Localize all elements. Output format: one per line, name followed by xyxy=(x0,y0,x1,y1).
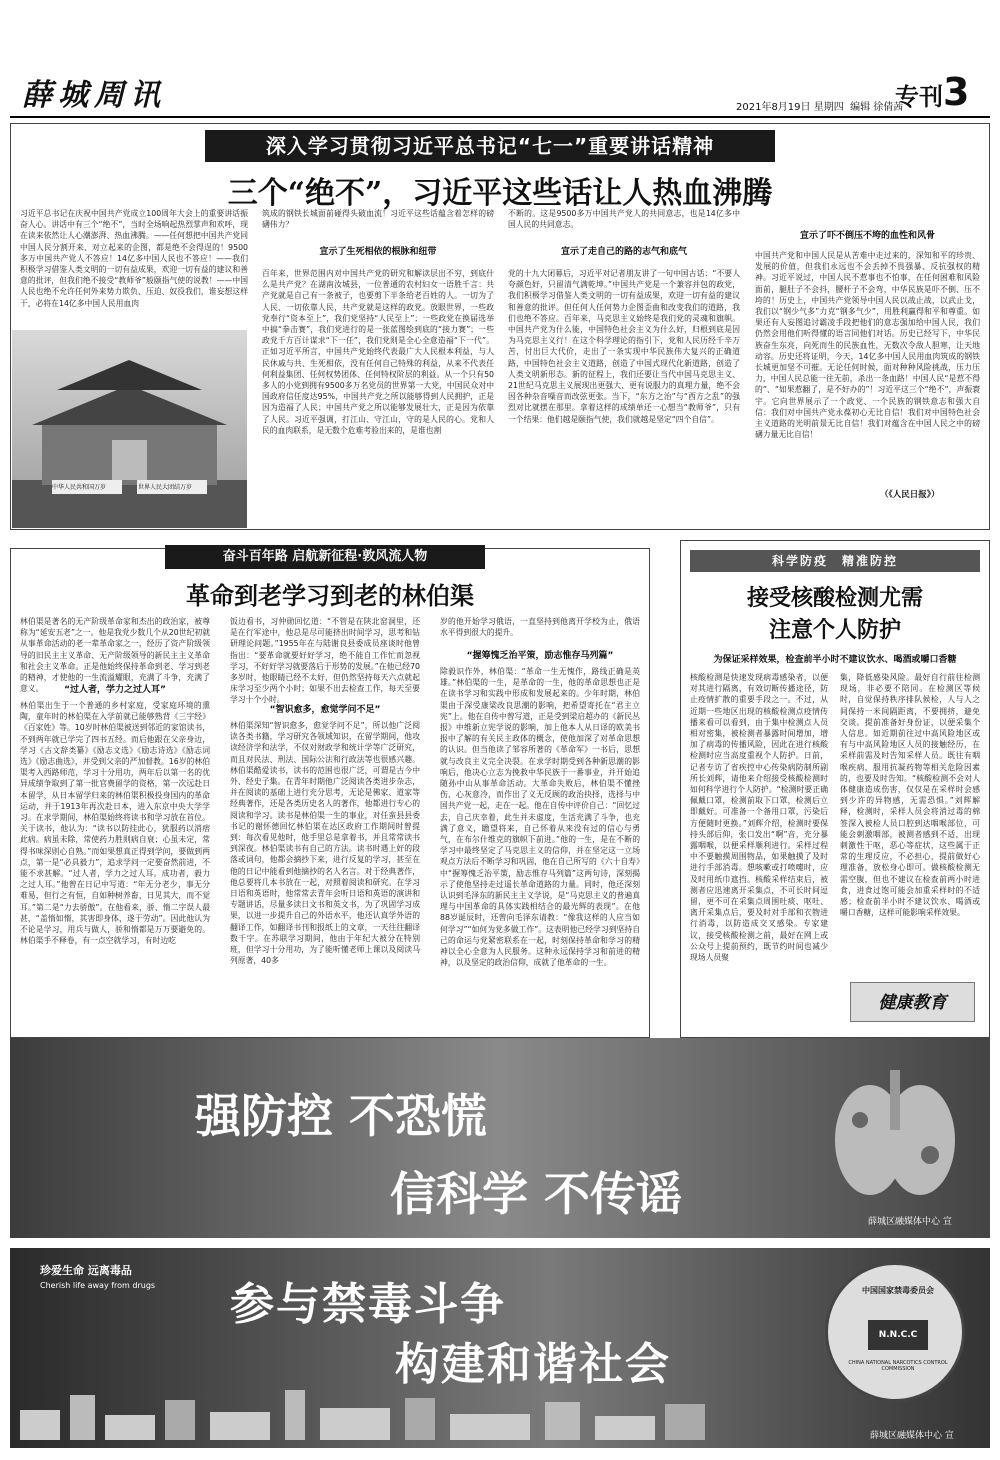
feature-col3-intro: 不断的。这是9500多万中国共产党人的共同意志，也是14亿多中国人民的共同意志。 xyxy=(508,209,740,230)
lin-col1-body: 林伯渠出生于一个普通的乡村家庭，受家庭环境的熏陶，童年时的林伯渠在入学前就已能够熟背《三字经》《百家姓》等。10岁时林伯渠被送到邻近的家馆读书，不到两年就已学完了四书五经。而后他跟在父亲身边，学习《古文辞类纂》《励志文选》《励志诗选》《励志词选》《励志曲选》，并受到父亲的严加督教。16岁的林伯渠考入西路师范，学习十分用功，两年后以第一名的优异成绩争取到了第一批官费留学的资格，第一次远赴日本留学，从日本留学归来的林伯渠积极投身国内的革命运动，并于1913年再次赴日本，进入东京中央大学学习。在求学期间，林伯渠始终将读书和学习放在首位。关于读书，他认为：“读书以防挂此心，犹服药以消痞此病。病虽未除，常使药力胜则病自衰；心虽未定，常得书味深则心自熟。”而如果想真正得到学问，要做到两点，第一是“必具毅力”，追求学问一定要奋然前进，不能不求甚解。“过人者，学力之过人耳。成功者，毅力之过人耳。”他曾在日记中写道：“年无分老少，事无分难易，但行之有恒，自如种树养畜，日见其大，而不觉耳。”第二是“力去骄傲”。在他看来，骄、惰二字误人最甚，“盖惰如惰，其害即身体，遂于劳动”。因此他认为不论是学习，用兵与做人，骄和惰都是万万要避免的。林伯渠手不释卷，有一点空就学习，有时边吃 xyxy=(20,701,210,946)
editor: 编辑 徐倩茜 xyxy=(850,102,904,113)
tiananmen-icon xyxy=(12,330,247,528)
covid-headline xyxy=(690,582,980,646)
feature-col4-sub-wrap xyxy=(755,222,980,245)
covid-col2: 集，降低感染风险。最好自行前往检测现场，非必要不陪同。在检测区等候时，自觉保持秩序排队候检，人与人之间保持一米间隔距离，不要拥挤，避免交谈。提前准备好身份证，以便采集个人信息。如近期前往过中高风险地区或有与中高风险地区人员的接触经历，在采样前需及时告知采样人员。既往有咽喉疾病，服用抗凝药物等相关危险因素的，也要及时告知。“核酸检测不会对人体健康造成伤害，仅仅是在采样时会感到少许的异物感，无需恐惧。”刘辉解释，检测时，采样人员会将消过毒的棉签深入被检人员口腔到达咽喉部位，可能会刺激咽部，被测者感到不适，出现刺激性干呕，恶心等症状，这些属于正常的生理反应，不必担心，提前做好心理准备，放松身心即可。做核酸检测无需空腹，但也不建议在检查前两小时进食，进食过饱可能会加重采样时的不适感；检查前半小时不建议饮水、喝酒或嚼口香糖，这样可能影响采样效果。 xyxy=(840,673,980,918)
covid-deck: 为保证采样效果，检查前半小时不建议饮水、喝酒或嚼口香糖 xyxy=(713,655,957,665)
illus-caption-right: 世界人民大团结万岁 xyxy=(138,484,193,491)
antidrug-line1: 参与禁毒斗争 xyxy=(230,1279,506,1330)
feature-col4-subhead: 宣示了吓不倒压不垮的血性和风骨 xyxy=(799,231,935,241)
lungs-icon xyxy=(820,1060,970,1210)
lin-col3-intro: 岁的他开始学习俄语，一直坚持到他离开学校为止，俄语水平得到很大的提升。 xyxy=(440,617,640,638)
masthead-title: 薛城周讯 xyxy=(22,78,166,113)
lin-col3-body: 除毅识作外，林伯渠：“革命一生无愧作，路线正确是英雄。”林伯渠的一生，是革命的一生，他的革命思想也正是在读书学习和实践中形成和发展起来的。少年时期，林伯渠由于深受康梁改良思潮的影响，把希望寄托在“君主立宪”上。他在自传中曾写道，正是受到梁启超办的《新民丛报》中维新立宪学说的影响，加上他本人从日译的欧美书报中了解的有关民主政体的概念，使他加深了对革命思想的认识。但当他读了邹容所著的《革命军》一书后，思想就与改良主义完全决裂。在求学时期受到各种新思潮的影响后，他决心立志为挽救中华民族于一番事业，并开始追随孙中山从事革命活动。大革命失败后，林伯渠不懂挫伤、心灰意冷，而作出了义无反顾的政治抉择，选择与中国共产党一起，走在一起。他在自传中评价自己：“回忆过去，自己庆幸着，此生并未虚度，生活充满了斗争，也充满了意义，瞻望将来，自己怀着从来没有过的信心与勇气，在布尔什维克的旗帜下前进。”他的一生，是在不断的学习中最终坚定了马克思主义的信仰，并在坚定这一立场观点方法后不断学习和巩固，他在自己所写的《六十自寿》中“握筹愧乏治平策，励志惟存马列篇”这两句诗，深刻揭示了使他坚持走过遥长革命道路的力量。同时，他还深刻认识到毛泽东的新民主主义学说，是“马克思主义的普遍真理与中国革命的具体实践相结合的最光辉的表现”。在他88岁诞辰时，还曾向毛泽东请教：“像我这样的人应当如何学习”“如何为党多做工作”。这表明他已经学习到坚持自己的命运与党紧密联系在一起，时刻保持革命和学习的精神以全心全意为人民服务。这种永远保持学习和前进的精神，以及坚定的政治信仰，成就了他革命的一生。 xyxy=(440,667,640,968)
section-name: 专刊 xyxy=(895,83,943,111)
antidrug-line2: 构建和谐社会 xyxy=(395,1339,671,1390)
feature-col3-sub-wrap xyxy=(508,238,740,261)
feature-col3-body: 党的十九大闭幕后，习近平对记者朋友讲了一句中国古话：“不要人夸颜色好，只留清气满乾坤。”中国共产党是一个兼容并包的政党，我们积极学习借鉴人类文明的一切有益成果，欢迎一切有益的建议和善意的批评。但任何人任何势力企图歪曲和改变我们的道路，我们也绝不答应。百年来，马克思主义始终是我们党的灵魂和旗帜。中国共产党为什么能，中国特色社会主义为什么好，归根到底是因为马克思主义行！在这个科学理论的指引下，党和人民历经千辛万苦，付出巨大代价，走出了一条实现中华民族伟大复兴的正确道路，中国特色社会主义道路，创造了中国式现代化新道路，创造了人类文明新形态。新的征程上，我们还要让当代中国马克思主义、21世纪马克思主义展现出更强大、更有说服力的真理力量，绝不会因各种杂音噪音而改弦更张。当下，“东方之治”与“西方之乱”的强烈对比就摆在那里。拿着这样的成绩单还一心想当“教师爷”，只有一个结果：他们越是颐指气使，我们就越是坚定“四个自信”。 xyxy=(508,269,740,424)
feature-col2-subhead: 宣示了生死相依的根脉和纽带 xyxy=(319,247,437,257)
lin-col2-sub-wrap xyxy=(230,696,420,719)
skyline-icon xyxy=(20,1390,720,1440)
feature-col4-body: 中国共产党和中国人民是从苦难中走过来的，深知和平的珍贵、发展的价值，但我们永远也不会丢掉不畏强暴、反抗强权的精神。习近平说过，中国人民不惹事也不怕事，在任何困难和风险面前，腿肚子不会抖，腰杆子不会弯，中华民族是吓不倒、压不垮的！历史上，中国共产党领导中国人民以战止战，以武止戈，我们以“钢少气多”力克“钢多气少”，用胜利赢得和平和尊重。如果还有人妄图追讨霸凌手段把他们的意志强加给中国人民，我们仍然会用他们听得懂的语言同他们对话。历史已经写下，中华民族奋生东亮，向死而生的民族血性，无数次令敌人胆寒，让天地动容。历史还将证明，今天，14亿多中国人民用血肉筑成的钢铁长城更加坚不可摧。无论任何时候，面对种种风险挑战，压力压力，中国人民总能一往无前，杀出一条血路！中国人民“是惹不得的”、“如果惹翻了，是不好办的”！习近平这三个“绝不”，声振寰宇。它向世界展示了一个政党、一个民族的钢铁意志和强大自信：我们对中国共产党永葆初心无比自信！我们对中国特色社会主义道路的光明前景无比自信！我们对蕴含在中国人民之中的磅礴力量无比自信！ xyxy=(755,251,980,440)
lin-col3-subhead: “握筹愧乏治平策，励志惟存马列篇” xyxy=(466,651,614,661)
feature-source: （《人民日报》） xyxy=(880,490,940,500)
issue-date: 2021年8月19日 星期四 xyxy=(736,102,844,113)
illus-caption-left: 中华人民共和国万岁 xyxy=(52,484,107,491)
nncc-seal-en: CHINA NATIONAL NARCOTICS CONTROL COMMISSION xyxy=(848,1360,948,1372)
lin-col1-sub-wrap xyxy=(20,676,210,699)
lin-col2-body: 林伯渠深知“智识愈多，愈觉学问不足”，所以他广泛阅读各类书籍，学习研究各领域知识，在留学期间，他攻读经济学和法学，不仅对财政学和统计学等广泛研究，而且对民法、刑法、国际公法和行政法等也很感兴趣。林伯渠酷爱读书，读书的范围也很广泛，可谓是古今中外、经史子集。在青年时期他广泛阅读各类进步杂志，并在阅读的基础上进行充分思考，无论是佛家、道家等经典著作，还是各类历史名人的著作，他都进行专心的阅读和学习。读书是林伯渠一生的事业，对任蛮县县委书记的谢怀德回忆林伯渠在达区政府工作期间时曾提到：每次看见他时，他手里总是拿着书，并且常常读书到深夜。林伯渠读书有自己的方法。读书时遇上好的段落或词句，他都会摘抄下来，进行反复的学习，甚至在他的日记中能看到他摘抄的名人名言。对于经典著作，他总要将几本书放在一起，对照着阅读和研究。在学习日语和英语时，他常常去青年会听日语和英语的演讲和专题讲话，尽量多读日文书和英文书，为了巩固学习成果，以进一步提升自己的外语水平，他还认真学外语的翻译工作，如翻译书刊和报纸上的文章，一天往往翻译数千字。在苏联学习期间，他由于年纪大被分在特别班，但学习十分用功，为了能听懂老师上课以及阅读马列原著，40多 xyxy=(230,721,420,966)
nncc-seal xyxy=(825,1262,965,1402)
tiananmen-illustration xyxy=(12,330,247,528)
nncc-seal-text: 中国国家禁毒委员会 xyxy=(862,1286,934,1295)
masthead-rule xyxy=(10,116,990,118)
lin-col3-sub-wrap xyxy=(440,642,640,665)
lin-col2-intro: 饭边看书，习仲勋回忆道：“不管是在陕北窑洞里，还是在行军途中，他总是尽可能挤出时间学习，思考和钻研理论问题。”1955年在与陆谢良县委成员座谈时他曾指出：“要革命就要好好学习，绝不能自工作忙而忽视学习，不好好学习就要落后于形势的发展。”在他已经70多岁时，他眼睛已经不太好，但仍然坚持每天六点就起床学习至少两个小时；如果不出去检查工作，每天至要学习十个小时。 xyxy=(230,617,420,705)
covid-col1: 核酸检测是快速发现病毒感染者，以便对其进行隔离，有效切断传播途径，防止疫情扩散的重要手段之一。不过，从近期一些地区出现的核酸检测点疫情传播来看可以看到，由于集中检测点人员相对密集，被检测者暴露时间增加，增加了病毒的传播风险，因此在进行核酸检测时应当高度重视个人防护。日前，记者专访了省疾控中心传染病防制所副所长刘辉，请他来介绍接受核酸检测时如何科学进行个人防护。“检测时要正确佩戴口罩，检测前取下口罩，检测后立即戴好。可准备一个备用口罩，污染后方便随时更换。”刘辉介绍，检测时要保持头部后仰，张口发出“啊”音，充分暴露咽喉，以便采样顺利进行。采样过程中不要触摸周围物品，如果触摸了及时进行手部消毒。想咳嗽或打喷嚏时，应及时用纸巾遮挡。核酸采样结束后，被测者应迅速离开采集点，不可长时间逗留，更不可在采集点周围吐痰、呕吐、离开采集点后，要及时对手部和衣物进行消毒，以防造成交叉感染。专家建议，接受核酸检测之前，最好在网上或公众号上提前预约，既节约时间也减少现场人员聚 xyxy=(690,673,828,963)
prevention-ad-line1: 强防控 不恐慌 xyxy=(195,1089,488,1143)
section-number: 3 xyxy=(943,70,970,114)
lin-banner: 奋斗百年路 启航新征程·敦风流人物 xyxy=(165,545,485,569)
feature-headline: 三个“绝不”，习近平这些话让人热血沸腾 xyxy=(227,176,773,211)
prevention-ad-line2: 信科学 不传谣 xyxy=(390,1167,683,1221)
feature-col1: 习近平总书记在庆祝中国共产党成立100周年大会上的重要讲话振奋人心。讲话中有三个“绝不”，当时全场响起热烈掌声和欢呼，现在读来依然让人心潮澎湃、热血沸腾。——任何想把中国共产党同中国人民分割开来、对立起来的企图，都是绝不会得逞的！9500多万中国共产党人不答应！14亿多中国人民也不答应！——我们积极学习借鉴人类文明的一切有益成果，欢迎一切有益的建议和善意的批评，但我们绝不接受“教师爷”般颐指气使的说教！——中国人民也绝不允许任何外来势力欺负、压迫、奴役我们，谁妄想这样干，必将在14亿多中国人民用血肉 xyxy=(20,209,248,308)
city-skyline xyxy=(20,1390,720,1440)
prevention-ad-credit: 薛城区融媒体中心 宣 xyxy=(868,1217,952,1227)
feature-banner: 深入学习贯彻习近平总书记“七一”重要讲话精神 xyxy=(205,130,775,162)
antidrug-slogan-en: Cherish life away from drugs xyxy=(40,1281,156,1290)
antidrug-credit: 薛城区融媒体中心 宣 xyxy=(870,1431,954,1441)
antidrug-slogan-cn: 珍爱生命 远离毒品 xyxy=(40,1264,132,1277)
nncc-seal-abbr: N.N.C.C xyxy=(868,1320,928,1350)
feature-col2-intro: 筑成的钢铁长城面前碰得头破血流！习近平这些话蕴含着怎样的磅礴伟力？ xyxy=(262,209,494,230)
antidrug-slogan xyxy=(40,1262,155,1291)
lungs-illustration xyxy=(820,1060,970,1210)
feature-col2-body: 百年来，世界范围内对中国共产党的研究和解读层出不穷，到底什么是共产党？在湖南汝城县，一位普通的农村妇女一语胜千言：共产党就是自己有一条被子，也要剪下半条给老百姓的人。一切为了人民、一切依靠人民，共产党就是这样的政党。放眼世界，一些政党奉行“资本至上”，我们党坚持“人民至上”；一些政党在换届选举中搞“拳击赛”，我们党进行的是一张蓝图绘到底的“接力赛”；一些政党千方百计谋求“下一任”，我们党则是全心全意造福“下一代”。正如习近平所言，中国共产党始终代表最广大人民根本利益，与人民休戚与共、生死相依，没有任何自己特殊的利益，从来不代表任何利益集团、任何权势团体、任何特权阶层的利益。从一个只有50多人的小党到拥有9500多万名党员的世界第一大党，中国民众对中国政府信任度达95%，中国共产党之所以能够得到人民拥护，正是因为造福了人民；中国共产党之所以能够发展壮大，正是因为依靠了人民。习近平强调，打江山、守江山，守的是人民的心。党和人民的血肉联系，是无数个危难考验出来的，是谁也割 xyxy=(262,269,494,435)
lin-col2-subhead: “智识愈多，愈觉学问不足” xyxy=(269,705,381,715)
feature-col2-sub-wrap xyxy=(262,238,494,261)
issue-meta xyxy=(736,98,903,113)
lin-col1-intro: 林伯渠是著名的无产阶级革命家和杰出的政治家，被尊称为“延安五老”之一。他是我党少数几个从20世纪初就从事革命活动的老一辈革命家之一，经历了资产阶级领导的旧民主主义革命、无产阶级领导的新民主主义革命和社会主义革命。正是他始终保持革命到老、学习到老的精神，才使他的一生流溢耀眼，充满了斗争，充满了意义。 xyxy=(20,617,210,694)
feature-col3-subhead: 宣示了走自己的路的志气和底气 xyxy=(560,247,687,257)
lin-col1-subhead: “过人者，学力之过人耳” xyxy=(64,685,166,695)
section-label xyxy=(895,70,969,114)
covid-headline-line1: 接受核酸检测尤需 xyxy=(746,585,923,611)
covid-banner: 科学防疫 精准防控 xyxy=(690,550,980,572)
covid-headline-line2: 注意个人防护 xyxy=(768,617,901,643)
lin-headline: 革命到老学习到老的林伯渠 xyxy=(186,581,474,610)
health-education-logo: 健康教育 xyxy=(850,982,975,1022)
